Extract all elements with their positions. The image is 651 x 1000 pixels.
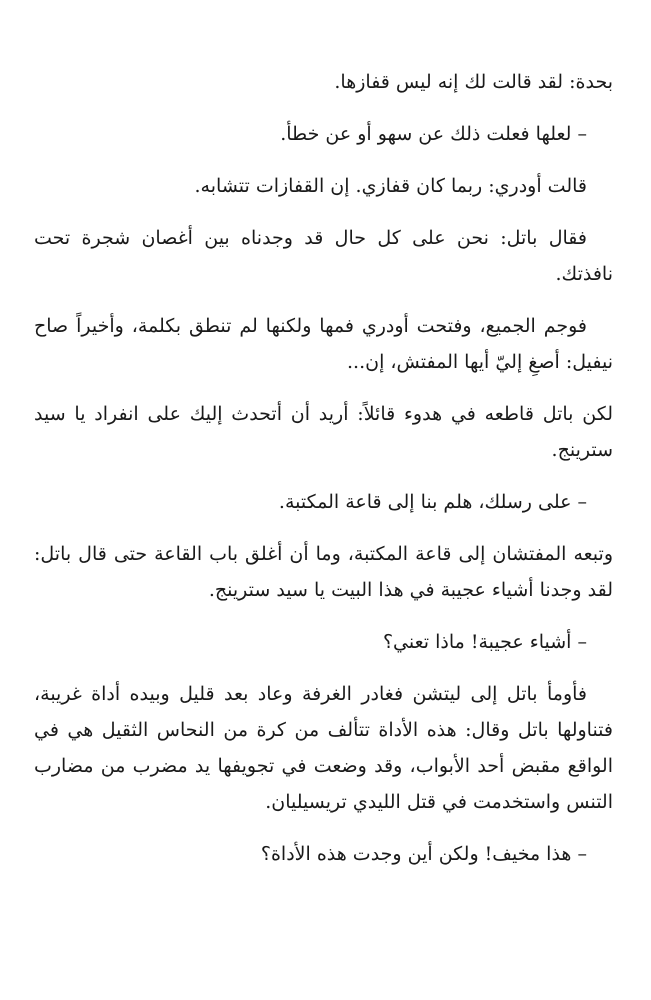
- paragraph-9: – أشياء عجيبة! ماذا تعني؟: [382, 631, 587, 653]
- paragraph-5: فوجم الجميع، وفتحت أودري فمها ولكنها لم تنطق بكلمة، وأخيراً صاح نيفيل: أصغِ إليّ أيها المفتش، إن...: [34, 315, 613, 373]
- book-page-text: [34, 64, 613, 888]
- paragraph-3: قالت أودري: ربما كان قفازي. إن القفازات تتشابه.: [194, 175, 587, 197]
- paragraph-8: وتبعه المفتشان إلى قاعة المكتبة، وما أن أغلق باب القاعة حتى قال باتل: لقد وجدنا أشياء عجيبة في هذا البيت يا سيد سترينج.: [34, 543, 613, 601]
- paragraph-4: فقال باتل: نحن على كل حال قد وجدناه بين أغصان شجرة تحت نافذتك.: [34, 227, 613, 285]
- paragraph-7: – على رسلك، هلم بنا إلى قاعة المكتبة.: [278, 491, 587, 513]
- paragraph-2: – لعلها فعلت ذلك عن سهو أو عن خطأ.: [280, 123, 587, 145]
- paragraph-1: بحدة: لقد قالت لك إنه ليس قفازها.: [334, 71, 613, 93]
- paragraph-10: فأومأ باتل إلى ليتشن فغادر الغرفة وعاد بعد قليل وبيده أداة غريبة، فتناولها باتل وقال: هذه الأداة تتألف من كرة من النحاس الثقيل هي في الواقع مقبض أحد الأبواب، وقد وضعت في تجويفها يد مضرب من مضارب التنس واستخدمت في قتل الليدي تريسيليان.: [34, 683, 613, 813]
- paragraph-6: لكن باتل قاطعه في هدوء قائلاً: أريد أن أتحدث إليك على انفراد يا سيد سترينج.: [34, 403, 613, 461]
- paragraph-11: – هذا مخيف! ولكن أين وجدت هذه الأداة؟: [260, 843, 587, 865]
